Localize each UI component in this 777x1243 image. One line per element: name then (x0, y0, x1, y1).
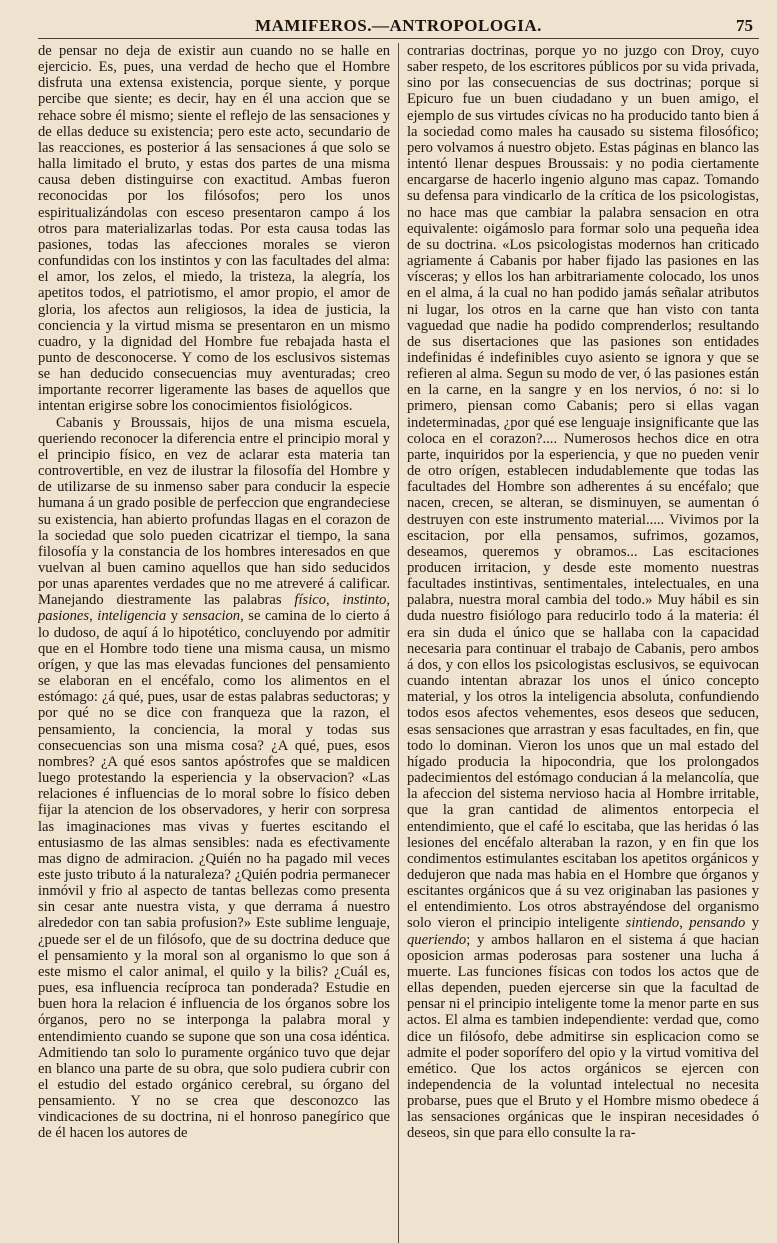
text-run: y (170, 608, 178, 625)
italic-term: instinto (342, 592, 387, 609)
paragraph: Cabanis y Broussais, hijos de una misma escuela, queriendo reconocer la diferencia entre el principio moral y el principio físico, en vez de aclarar esta materia tan controvertible, en vez de ilustrar la filosofía del Hombre y de utilizarse de su inmenso saber para conducir la especie humana á un grado posible de perfeccion que engrandeciese su existencia, han abierto profundas llagas en el corazon de la sociedad que solo pueden cicatrizar el tiempo, la sana filosofía y la constancia de los hombres interesados en que vuelvan al buen camino aquellos que han sido seducidos por unas aparentes verdades que no me atreveré á calificar. Manejando diestramente las palabras físico, instinto, pasiones, inteligencia y sensacion, se camina de lo cierto á lo dudoso, de aquí á lo hipotético, concluyendo por admitir que en el Hombre todo tiene una misma causa, un mismo orígen, y que las mas elevadas funciones del pensamiento se elaboran en el encéfalo, como los alimentos en el estómago: ¿á qué, pues, usar de estas palabras seductoras; y por qué no se dice con franqueza que la razon, el pensamiento, la conciencia, la moral y todas sus consecuencias son una misma cosa? ¿A qué, pues, esos nombres? ¿A qué esos santos apóstrofes que se maldicen luego protestando la esperiencia y la observacion? «Las relaciones é influencias de lo moral sobre lo físico deben fijar la atencion de los observadores, y herir con sorpresa las imaginaciones mas vivas y fuertes escitando el entusiasmo de las almas sensibles: nada es efectivamente mas digno de admiracion. ¿Quién no ha pagado mil veces este justo tributo á la naturaleza? ¿Quién podria permanecer inmóvil y frio al aspecto de tantas bellezas como presenta sin cesar ante nuestra vista, y que derrama á nuestro alrededor con tan sabia profusion?» Este sublime lenguaje, ¿puede ser el de un filósofo, que de su doctrina deduce que el pensamiento y la moral son al organismo lo que son á este mismo el calor animal, el quilo y la bilis? ¿Cuál es, pues, esa influencia recíproca tan ponderada? Estudie en buen hora la relacion é influencia de los órganos sobre los órganos, pero no se interponga la palabra moral y entendimiento cuando se supone que son una cosa idéntica. Admitiendo tan solo lo puramente orgánico tuvo que dejar en blanco una parte de su obra, que solo pudiera cubrir con el estudio del estado orgánico cerebral, su órgano del pensamiento. Y no se crea que desconozco las vindicaciones de su doctrina, ni el honroso panegírico que de él hacen los autores de (38, 414, 390, 1142)
running-header (38, 14, 759, 39)
italic-term: pasiones (38, 608, 90, 625)
paragraph: de pensar no deja de existir aun cuando no se halle en ejercicio. Es, pues, una verdad de hecho que el Hombre disfruta una extensa existencia, porque siente, y porque percibe que siente; es decir, hay en él una accion que se rehace sobre él mismo; siente el reflejo de las sensaciones y de ellas deduce su existencia; pero este acto, secundario de las reacciones, es posterior á las sensaciones á que solo se halla limitado el bruto, y estas dos partes de una misma causa deben distinguirse con exactitud. Ambas fueron reconocidas por los filósofos; pero los unos espiritualizándolas con esceso presentaron campo á los otros para materializarlas todas. Por esta causa todas las pasiones, todas las afecciones morales se vieron confundidas con los instintos y con las facultades del alma: el amor, los zelos, el miedo, la tristeza, la alegría, los apetitos todos, el patriotismo, el amor propio, el amor de gloria, los afectos aun religiosos, la idea de justicia, la conciencia y la virtud misma se presentaron en un mismo cuadro, y la dignidad del Hombre fue rebajada hasta el punto de desconocerse. Y como de los esclusivos sistemas se han deducido consecuencias muy aventuradas; creo importante recorrer ligeramente las bases de aquellos que intentan erigirse sobre los conocimientos fisiológicos. (38, 43, 390, 415)
left-column (38, 43, 390, 1243)
page-number: 75 (736, 16, 753, 35)
text-columns (38, 43, 759, 1243)
paragraph: contrarias doctrinas, porque yo no juzgo con Droy, cuyo saber respeto, de los escritores públicos por su vida privada, sino por las consecuencias de sus doctrinas; porque si Epicuro fue un buen ciudadano y un buen amigo, el ejemplo de sus virtudes cívicas no ha producido tanto bien á la sociedad como males ha causado su sistema filosófico; pero volvamos á nuestro objeto. Estas páginas en blanco las intentó llenar despues Broussais: y no podia ciertamente encargarse de hacerlo ingenio alguno mas capaz. Tomando su defensa para vindicarlo de la crítica de los psicologistas, no hace mas que cambiar la palabra sensacion en otra equivalente: oigámoslo para formar solo una pequeña idea de su doctrina. «Los psicologistas modernos han criticado agriamente á Cabanis por haber fijado las pasiones en las vísceras; y ellos los han arbitrariamente colocado, los unos en el alma, á la cual no han podido jamás señalar atributos ni lugar, los otros en la carne que han visto con tanta vaguedad que nadie ha podido comprenderlos; resultando de sus disertaciones que las pasiones son entidades indefinidas é indefinibles cuyo asiento se ignora y que se refieren al alma. Segun su modo de ver, ó las pasiones están en la carne, en la sangre y en los nervios, ó no: si lo primero, piensan como Cabanis; pero si ellas vagan indeterminadas, ¿por qué ese lenguaje insignificante que las coloca en el corazon?.... Numerosos hechos dice en otra parte, inquiridos por la esperiencia, y que no pueden venir de otro orígen, establecen indudablemente que todas las facultades del Hombre son adherentes á su encéfalo; que nacen, crecen, se alteran, se disminuyen, se aumentan ó destruyen con este instrumento material..... Vivimos por la escitacion, por ella pensamos, sufrimos, gozamos, deseamos, queremos y obramos... Las escitaciones producen irritacion, y desde este momento nuestras facultades instintivas, sentimentales, intelectuales, en una palabra, nuestra moral cambia del todo.» Muy hábil es sin duda nuestro fisiólogo para reducirlo todo á la materia: él era sin duda el único que se hallaba con la capacidad necesaria para continuar el trabajo de Cabanis, pero ambos á dos, y con ellos los psicologistas esclusivos, se equivocan cuando intentan abrazar los unos el único concepto material, y los otros la inteligencia absoluta, confundiendo todos esos afectos vehementes, esos deseos que seducen, esas sensaciones que arrastran y esas facultades, en fin, que todo lo dominan. Vieron los unos que un mal estado del hígado producia la hipocondria, que los prolongados padecimientos del estómago conducian á la melancolía, que la afeccion del sistema nervioso hacia al Hombre irritable, que la gran cantidad de alimentos entorpecia el entendimiento, que el café lo escitaba, que las heridas ó las lesiones del encéfalo alteraban la razon, y en fin que los condimentos estimulantes escitaban los apetitos orgánicos y dedujeron que nada mas habia en el Hombre que órganos y escitantes orgánicos que á su vez originaban las pasiones y el entendimiento. Los otros abstrayéndose del organismo solo vieron el principio inteligente sintiendo, pensando y queriendo; y ambos hallaron en el sistema á que hacian oposicion armas poderosas para sostener una lucha á muerte. Las funciones físicas con todos los actos que de ellas dependen, pueden ejercerse sin que la facultad de pensar ni el principio inteligente tome la menor parte en sus actos. El alma es tambien independiente: verdad que, como dice un filósofo, debe admitirse sin esplicacion como se admite el poder soporífero del opio y la virtud vomitiva del emético. Que los actos orgánicos se ejercen con independencia de la voluntad intelectual no necesita probarse, pues que el Bruto y el Hombre mismo obedece á las sensaciones orgánicas que le inspiran necesidades ó deseos, sin que para ello consulte la ra- (407, 43, 759, 1142)
text-run: Cabanis y Broussais, hijos de una misma escuela, queriendo reconocer la diferencia entre el principio moral y el principio físico, en vez de aclarar esta materia tan controvertible, en vez de ilustrar la filosofía del Hombre y de utilizarse de su inmenso saber para conducir la especie humana á un grado posible de perfeccion que engrandeciese su existencia, han abierto profundas llagas en el corazon de la sociedad que solo pueden cicatrizar el tiempo, la sana filosofía y la constancia de los hombres interesados en que vuelvan al buen camino aquellos que han sido seducidos por unas aparentes verdades que no me atreveré á calificar. Manejando diestramente las palabras (38, 414, 390, 609)
text-run: ; y ambos hallaron en el sistema á que hacian oposicion armas poderosas para sostener una lucha á muerte. Las funciones físicas con todos los actos que de ellas dependen, pueden ejercerse sin que la facultad de pensar ni el principio inteligente tome la menor parte en sus actos. El alma es tambien independiente: verdad que, como dice un filósofo, debe admitirse sin esplicacion como se admite el poder soporífero del opio y la virtud vomitiva del emético. Que los actos orgánicos se ejercen con independencia de la voluntad intelectual no necesita probarse, pues que el Bruto y el Hombre mismo obedece á las sensaciones orgánicas que le inspiran necesidades ó deseos, sin que para ello consulte la ra- (407, 931, 759, 1142)
right-column (407, 43, 759, 1243)
italic-term: inteligencia (97, 608, 167, 625)
text-run: y (751, 915, 759, 932)
italic-term: queriendo (407, 931, 467, 948)
column-divider (398, 43, 399, 1243)
italic-term: pensando (689, 915, 746, 932)
text-run: contrarias doctrinas, porque yo no juzgo con Droy, cuyo saber respeto, de los escritores públicos por su vida privada, sino por las consecuencias de sus doctrinas; porque si Epicuro fue un buen ciudadano y un buen amigo, el ejemplo de sus virtudes cívicas no ha producido tanto bien á la sociedad como males ha causado su sistema filosófico; pero volvamos á nuestro objeto. Estas páginas en blanco las intentó llenar despues Broussais: y no podia ciertamente encargarse de hacerlo ingenio alguno mas capaz. Tomando su defensa para vindicarlo de la crítica de los psicologistas, no hace mas que cambiar la palabra sensacion en otra equivalente: oigámoslo para formar solo una pequeña idea de su doctrina. «Los psicologistas modernos han criticado agriamente á Cabanis por haber fijado las pasiones en las vísceras; y ellos los han arbitrariamente colocado, los unos en el alma, á la cual no han podido jamás señalar atributos ni lugar, los otros en la carne que han visto con tanta vaguedad que nadie ha podido comprenderlos; resultando de sus disertaciones que las pasiones son entidades indefinidas é indefinibles cuyo asiento se ignora y que se refieren al alma. Segun su modo de ver, ó las pasiones están en la carne, en la sangre y en los nervios, ó no: si lo primero, piensan como Cabanis; pero si ellas vagan indeterminadas, ¿por qué ese lenguaje insignificante que las coloca en el corazon?.... Numerosos hechos dice en otra parte, inquiridos por la esperiencia, y que no pueden venir de otro orígen, establecen indudablemente que todas las facultades del Hombre son adherentes á su encéfalo; que nacen, crecen, se alteran, se disminuyen, se aumentan ó destruyen con este instrumento material..... Vivimos por la escitacion, por ella pensamos, sufrimos, gozamos, deseamos, queremos y obramos... Las escitaciones producen irritacion, y desde este momento nuestras facultades instintivas, sentimentales, intelectuales, en una palabra, nuestra moral cambia del todo.» Muy hábil es sin duda nuestro fisiólogo para reducirlo todo á la materia: él era sin duda el único que se hallaba con la capacidad necesaria para continuar el trabajo de Cabanis, pero ambos á dos, y con ellos los psicologistas esclusivos, se equivocan cuando intentan abrazar los unos el único concepto material, y los otros la inteligencia absoluta, confundiendo todos esos afectos vehementes, esos deseos que seducen, esas sensaciones que arrastran y esas facultades, en fin, que todo lo dominan. Vieron los unos que un mal estado del hígado producia la hipocondria, que los prolongados padecimientos del estómago conducian á la melancolía, que la afeccion del sistema nervioso hacia al Hombre irritable, que la gran cantidad de alimentos entorpecia el entendimiento, que el café lo escitaba, que las heridas ó las lesiones del encéfalo alteraban la razon, y en fin que los condimentos estimulantes escitaban los apetitos orgánicos y dedujeron que nada mas habia en el Hombre que órganos y escitantes orgánicos que á su vez originaban las pasiones y el entendimiento. Los otros abstrayéndose del organismo solo vieron el principio inteligente (407, 43, 759, 932)
running-title: MAMIFEROS.—ANTROPOLOGIA. (255, 16, 542, 35)
italic-term: sensacion (182, 608, 241, 625)
text-run: , se camina de lo cierto á lo dudoso, de aquí á lo hipotético, concluyendo por admitir que en el Hombre todo tiene una misma causa, un mismo orígen, y que las mas elevadas funciones del pensamiento se elaboran en el encéfalo, como los alimentos en el estómago: ¿á qué, pues, usar de estas palabras seductoras; y por qué no se dice con franqueza que la razon, el pensamiento, la conciencia, la moral y todas sus consecuencias son una misma cosa? ¿A qué, pues, esos nombres? ¿A qué esos santos apóstrofes que se maldicen luego protestando la esperiencia y la observacion? «Las relaciones é influencias de lo moral sobre lo físico deben fijar la atencion de los observadores, y herir con sorpresa las imaginaciones mas vivas y fuertes escitando el entusiasmo de las almas sensibles: nada es efectivamente mas digno de admiracion. ¿Quién no ha pagado mil veces este justo tributo á la naturaleza? ¿Quién podria permanecer inmóvil y frio al aspecto de tantas bellezas como presenta sin cesar ante nuestra vista, y que derrama á nuestro alrededor con tan sabia profusion?» Este sublime lenguaje, ¿puede ser el de un filósofo, que de su doctrina deduce que el pensamiento y la moral son al organismo lo que son á este mismo el calor animal, el quilo y la bilis? ¿Cuál es, pues, esa influencia recíproca tan ponderada? Estudie en buen hora la relacion é influencia de los órganos sobre los órganos, pero no se interponga la palabra moral y entendimiento cuando se supone que son una cosa idéntica. Admitiendo tan solo lo puramente orgánico tuvo que dejar en blanco una parte de su obra, que solo pudiera cubrir con el estudio del estado orgánico cerebral, su órgano del pensamiento. Y no se crea que desconozco las vindicaciones de su doctrina, ni el honroso panegírico que de él hacen los autores de (38, 608, 390, 1142)
italic-term: físico (294, 592, 327, 609)
italic-term: sintiendo (625, 915, 680, 932)
